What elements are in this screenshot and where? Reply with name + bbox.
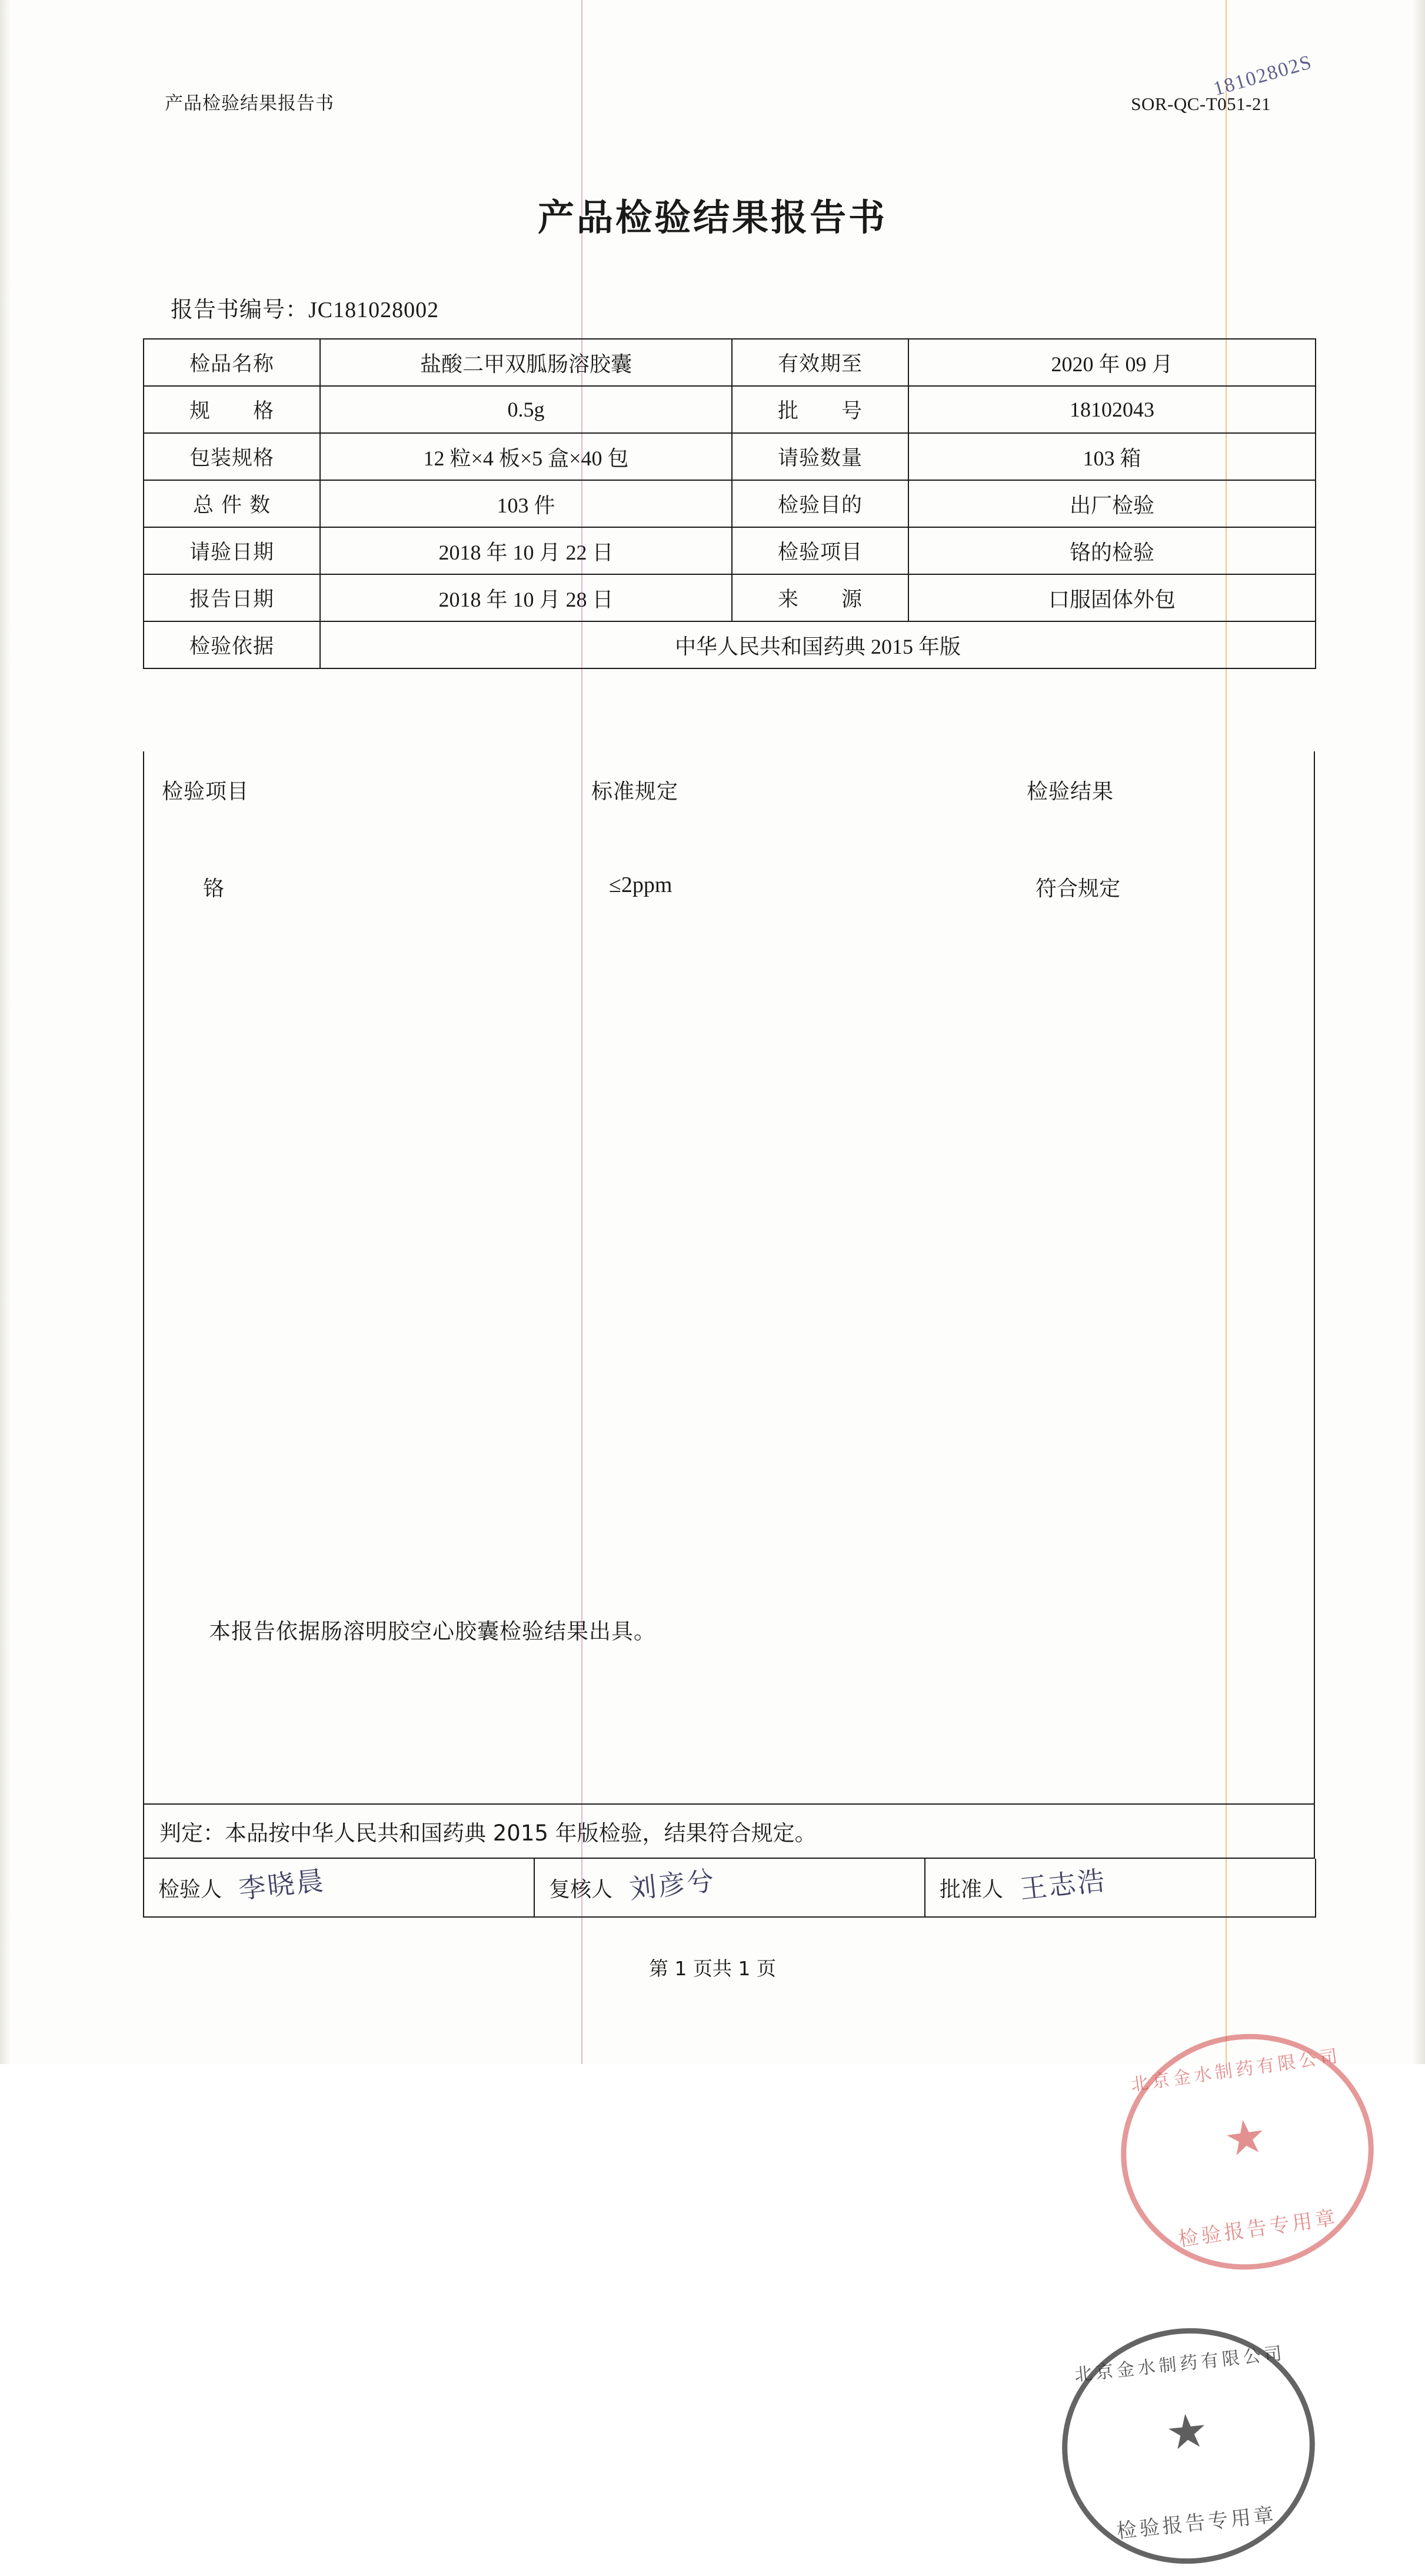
signature-label-reviewer: 复核人 — [549, 1877, 613, 1902]
info-label-purpose: 检验目的 — [732, 480, 908, 527]
info-value-report-date: 2018 年 10 月 28 日 — [320, 574, 732, 621]
page-header — [165, 88, 1271, 115]
result-standard-value: ≤2ppm — [609, 873, 672, 897]
table-row — [144, 386, 1316, 433]
result-item-name: 铬 — [203, 877, 225, 901]
info-label-source: 来 源 — [732, 574, 908, 621]
results-data-row — [144, 872, 1314, 907]
info-label-package-spec: 包装规格 — [144, 433, 320, 480]
handwritten-note: 18102802S — [1211, 51, 1315, 101]
signature-cell-reviewer — [534, 1859, 925, 1917]
signature-label-approver: 批准人 — [940, 1877, 1004, 1902]
signature-handwriting-reviewer: 刘彦兮 — [628, 1865, 717, 1905]
info-value-basis: 中华人民共和国药典 2015 年版 — [320, 621, 1316, 668]
info-label-batch: 批 号 — [732, 386, 908, 433]
report-number-label: 报告书编号： — [171, 297, 309, 322]
stamp-purpose-text: 检验报告专用章 — [1115, 2503, 1278, 2544]
info-value-purpose: 出厂检验 — [908, 480, 1316, 527]
table-row — [144, 574, 1316, 621]
info-table — [143, 338, 1316, 669]
page-footer: 第 1 页共 1 页 — [649, 1957, 776, 1980]
results-header-row — [144, 775, 1314, 810]
info-value-quantity: 103 箱 — [908, 433, 1316, 480]
results-note: 本报告依据肠溶明胶空心胶囊检验结果出具。 — [209, 1619, 656, 1644]
signature-handwriting-approver: 王志浩 — [1018, 1865, 1108, 1905]
signature-cell-inspector — [144, 1859, 534, 1917]
info-label-spec: 规 格 — [144, 386, 320, 433]
info-label-request-date: 请验日期 — [144, 527, 320, 574]
results-header-result: 检验结果 — [1027, 780, 1114, 804]
stamp-company-name: 北京金水制药有限公司 — [1073, 2343, 1287, 2386]
info-label-report-date: 报告日期 — [144, 574, 320, 621]
info-value-package-spec: 12 粒×4 板×5 盒×40 包 — [320, 433, 732, 480]
star-icon: ★ — [1221, 2109, 1270, 2167]
signature-handwriting-inspector: 李晓晨 — [237, 1865, 327, 1905]
table-row — [144, 527, 1316, 574]
info-value-product-name: 盐酸二甲双胍肠溶胶囊 — [320, 339, 732, 386]
info-value-request-date: 2018 年 10 月 22 日 — [320, 527, 732, 574]
info-label-total-pieces: 总 件 数 — [144, 480, 320, 527]
table-row — [144, 433, 1316, 480]
info-value-source: 口服固体外包 — [908, 574, 1316, 621]
info-value-expiry: 2020 年 09 月 — [908, 339, 1316, 386]
header-form-code: SOR-QC-T051-21 — [1131, 94, 1271, 114]
result-value: 符合规定 — [1036, 877, 1121, 901]
report-number — [171, 291, 439, 324]
signature-label-inspector: 检验人 — [158, 1877, 222, 1902]
info-label-quantity: 请验数量 — [732, 433, 908, 480]
page-title: 产品检验结果报告书 — [537, 196, 887, 239]
stamp-black-company-seal — [1050, 2316, 1326, 2576]
info-label-expiry: 有效期至 — [732, 339, 908, 386]
signature-table — [143, 1859, 1316, 1918]
scan-edge-left — [0, 0, 11, 2064]
results-header-standard: 标准规定 — [591, 780, 679, 804]
report-number-value: JC181028002 — [308, 298, 440, 322]
info-label-test-item: 检验项目 — [732, 527, 908, 574]
table-row — [144, 339, 1316, 386]
info-value-batch: 18102043 — [908, 386, 1316, 433]
conclusion-row: 判定：本品按中华人民共和国药典 2015 年版检验，结果符合规定。 — [143, 1805, 1315, 1859]
scan-edge-right — [1412, 0, 1425, 2064]
stamp-red-company-seal — [1106, 2018, 1389, 2286]
info-value-spec: 0.5g — [320, 386, 732, 433]
stamp-company-name: 北京金水制药有限公司 — [1129, 2045, 1343, 2096]
signature-cell-approver — [925, 1859, 1316, 1917]
results-header-item: 检验项目 — [162, 780, 249, 804]
header-form-name: 产品检验结果报告书 — [165, 93, 334, 114]
table-row — [144, 1859, 1316, 1917]
star-icon: ★ — [1163, 2404, 1211, 2461]
info-value-total-pieces: 103 件 — [320, 480, 732, 527]
table-row — [144, 480, 1316, 527]
info-label-product-name: 检品名称 — [144, 339, 320, 386]
table-row-basis — [144, 621, 1316, 668]
info-label-basis: 检验依据 — [144, 621, 320, 668]
stamp-purpose-text: 检验报告专用章 — [1177, 2205, 1340, 2252]
info-value-test-item: 铬的检验 — [908, 527, 1316, 574]
